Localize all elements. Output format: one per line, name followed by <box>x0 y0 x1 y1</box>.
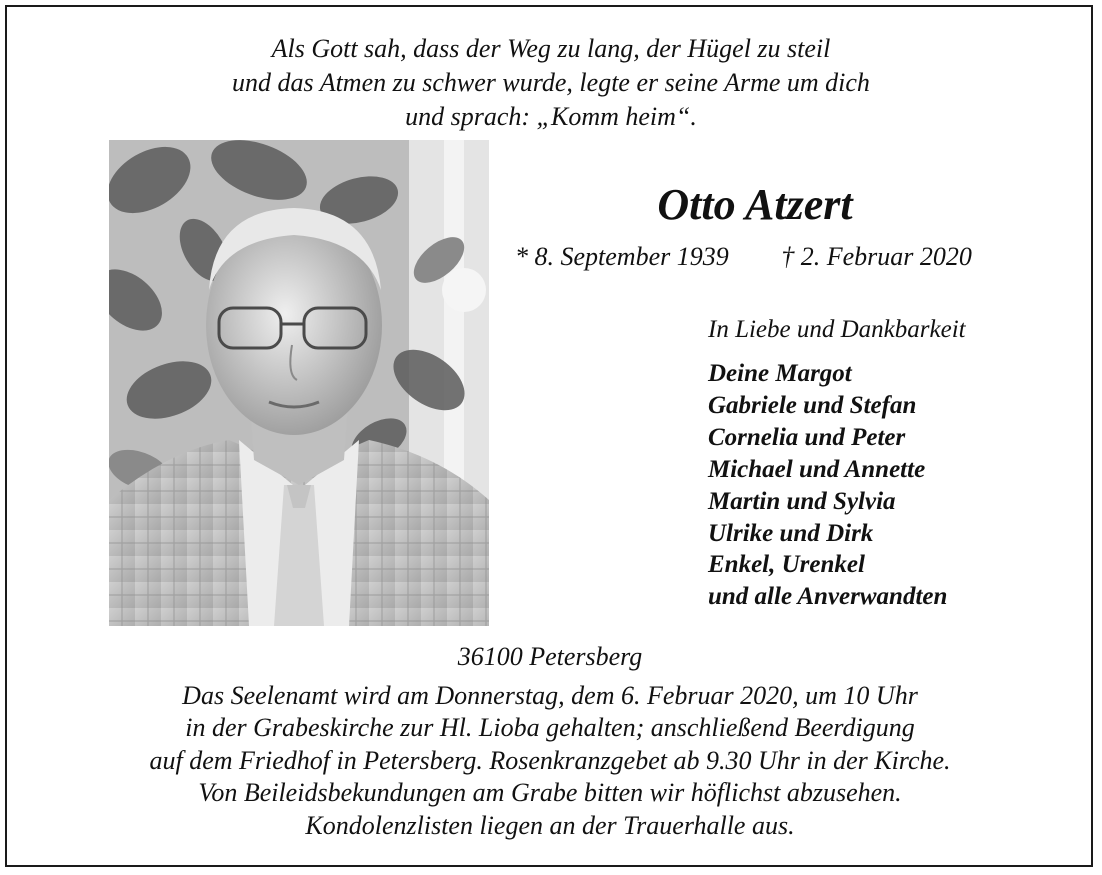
birth-date: * 8. September 1939 <box>515 242 729 271</box>
motto-line: und sprach: „Komm heim“. <box>405 102 697 131</box>
notice-line: Das Seelenamt wird am Donnerstag, dem 6. Februar 2020, um 10 Uhr <box>182 681 918 710</box>
mourner-name: Gabriele und Stefan <box>708 391 917 419</box>
mourners-list <box>708 358 947 613</box>
mourner-name: Martin und Sylvia <box>708 487 896 515</box>
motto-line: Als Gott sah, dass der Weg zu lang, der Hügel zu steil <box>271 34 831 63</box>
mourner-name: Michael und Annette <box>708 455 926 483</box>
mourner-name: Cornelia und Peter <box>708 423 906 451</box>
mourner-name: Deine Margot <box>708 360 852 387</box>
funeral-notice <box>0 680 1100 842</box>
notice-line: Von Beileidsbekundungen am Grabe bitten wir höflichst abzusehen. <box>198 778 902 808</box>
deceased-name: Otto Atzert <box>657 180 853 229</box>
portrait-photo <box>109 140 489 626</box>
notice-line: auf dem Friedhof in Petersberg. Rosenkranzgebet ab 9.30 Uhr in der Kirche. <box>149 745 951 775</box>
mourner-name: und alle Anverwandten <box>708 583 948 611</box>
mourner-name: Enkel, Urenkel <box>708 551 865 579</box>
death-date: † 2. Februar 2020 <box>781 242 972 271</box>
notice-line: Kondolenzlisten liegen an der Trauerhalle aus. <box>305 810 795 840</box>
mourners-intro: In Liebe und Dankbarkeit <box>708 316 966 343</box>
life-dates <box>515 240 972 274</box>
mourner-name: Ulrike und Dirk <box>708 519 874 547</box>
motto-line: und das Atmen zu schwer wurde, legte er seine Arme um dich <box>232 68 870 97</box>
motto-quote <box>0 32 1102 134</box>
notice-line: in der Grabeskirche zur Hl. Lioba gehalten; anschließend Beerdigung <box>185 713 915 743</box>
place-of-residence: 36100 Petersberg <box>457 642 643 671</box>
